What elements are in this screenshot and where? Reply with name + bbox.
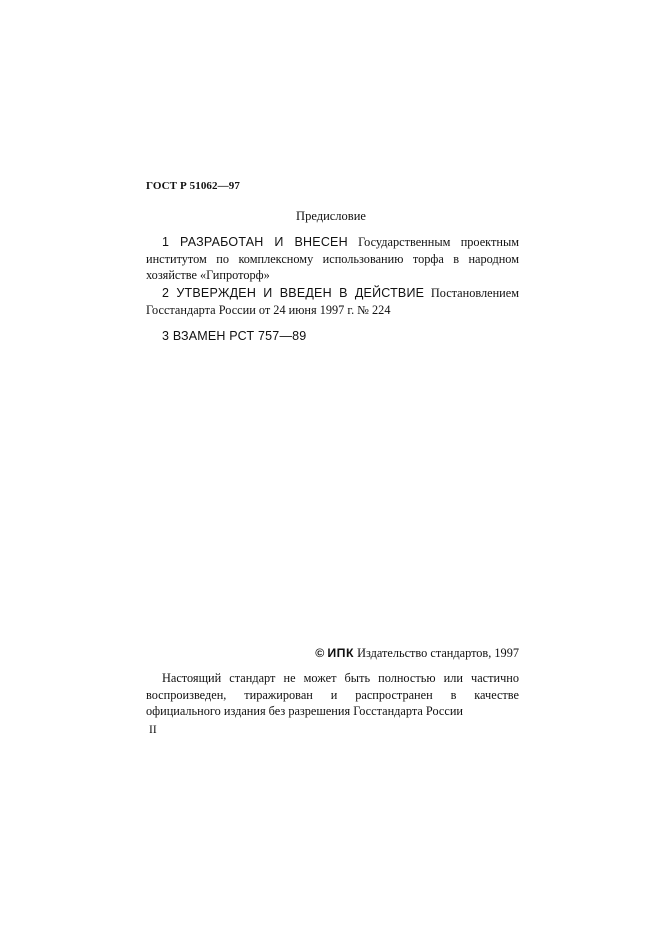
copyright-text: Издательство стандартов, 1997	[354, 646, 519, 660]
document-code: ГОСТ Р 51062—97	[146, 180, 240, 192]
preface-item-2-text: Постановлением Госстандарта России от 24 июня 1997 г. № 224	[146, 286, 520, 317]
copyright-symbol: ©	[315, 646, 325, 660]
preface-item-1-text: Государственным проектным институтом по комплексному использованию торфа в народном хозяйстве «Гипроторф»	[146, 235, 519, 282]
preface-item-3	[146, 328, 519, 345]
preface-item-3-lead: 3 ВЗАМЕН РСТ 757—89	[162, 329, 307, 343]
reproduction-notice: Настоящий стандарт не может быть полностью или частично воспроизведен, тиражирован и распространен в качестве официального издания без разрешения Госстандарта России	[146, 671, 519, 718]
preface-item-1	[146, 234, 519, 284]
preface-item-1-lead: 1 РАЗРАБОТАН И ВНЕСЕН	[162, 235, 348, 249]
preface-item-2-lead: 2 УТВЕРЖДЕН И ВВЕДЕН В ДЕЙСТВИЕ	[162, 286, 425, 300]
preface-heading: Предисловие	[296, 209, 366, 223]
page-number: II	[149, 724, 157, 736]
copyright-line	[146, 646, 519, 661]
preface-item-2	[146, 285, 519, 318]
copyright-org: ИПК	[327, 646, 355, 660]
